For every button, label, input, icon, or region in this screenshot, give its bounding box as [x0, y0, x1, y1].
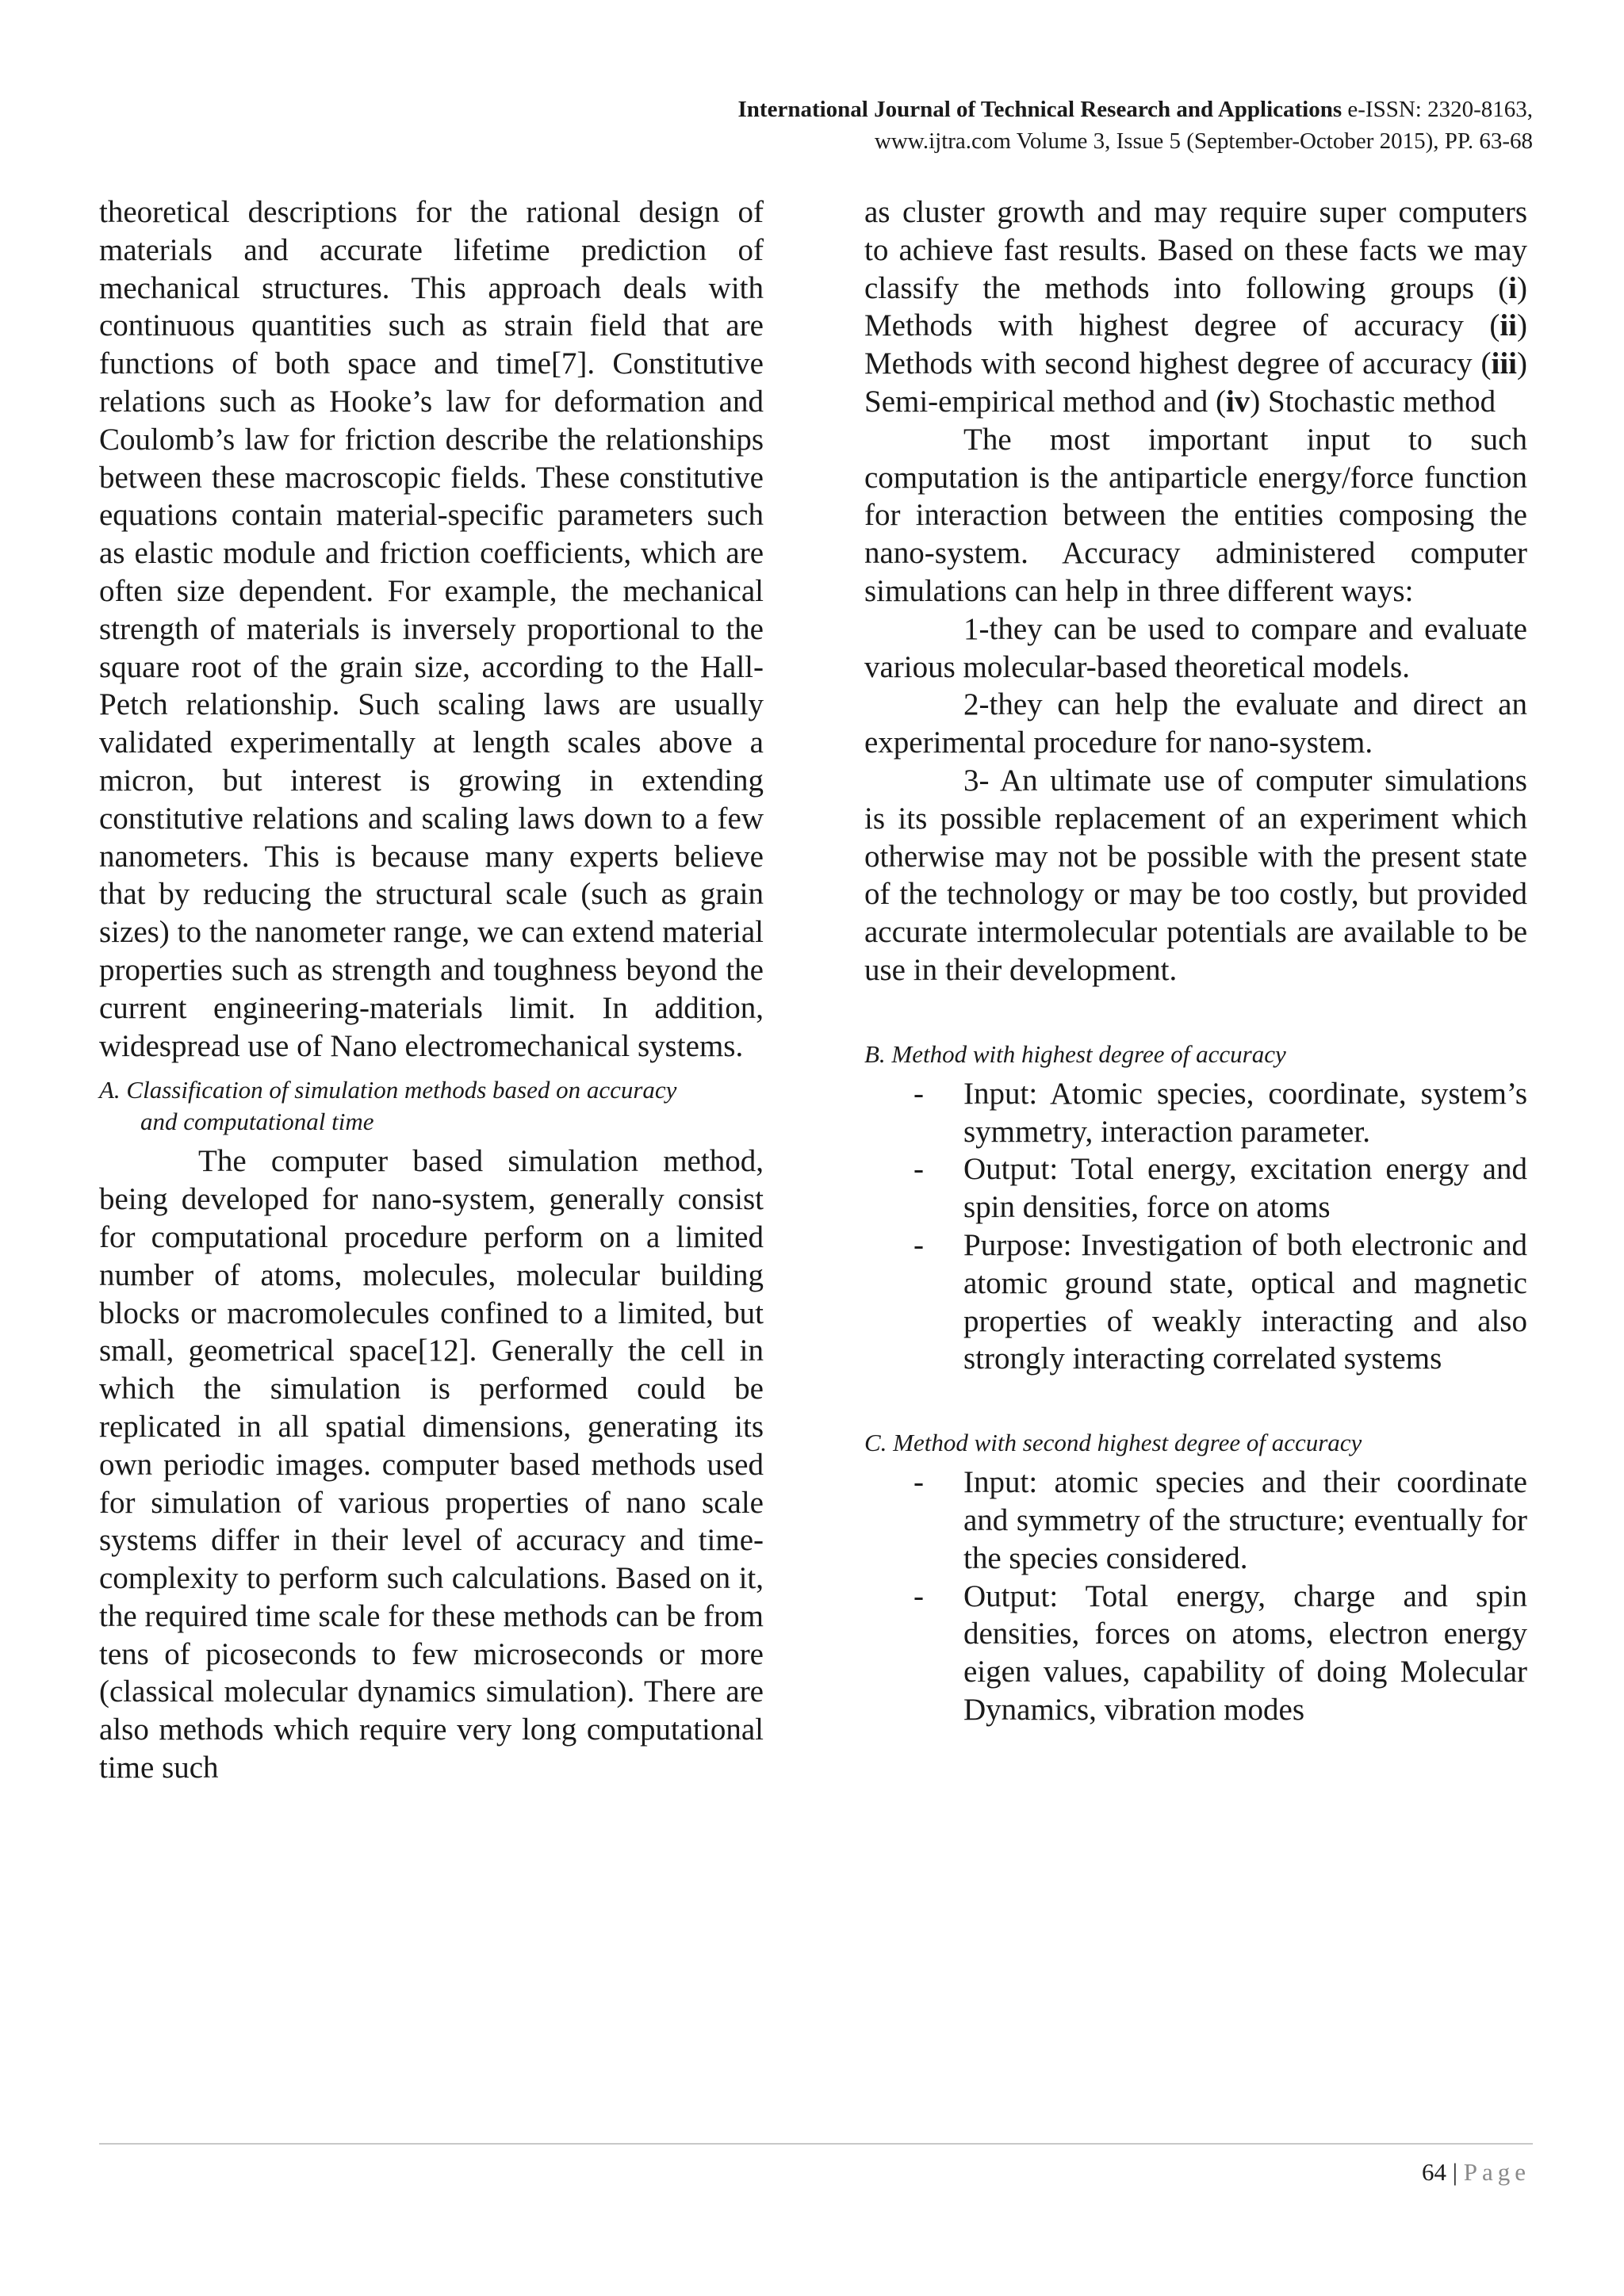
page-footer [1422, 2156, 1530, 2188]
page-number: 64 [1422, 2158, 1447, 2186]
right-paragraph-1 [864, 193, 1527, 421]
page-label: Page [1463, 2158, 1530, 2186]
ways-item-2: 2-they can help the evaluate and direct an experimental procedure for nano-system. [864, 687, 1527, 760]
right-column [864, 193, 1527, 1729]
bullet-text: Input: Atomic species, coordinate, system’s symmetry, interaction parameter. [963, 1076, 1527, 1149]
group-i: i [1508, 270, 1517, 305]
ways-item-3: 3- An ultimate use of computer simulations is its possible replacement of an experiment which otherwise may not be possible with the present state of the technology or may be too costly, but provided accurate intermolecular potentials are available to be use in their development. [864, 763, 1527, 987]
text-run: ) Methods with second highest degree of accuracy ( [864, 308, 1527, 381]
section-b-heading: B. Method with highest degree of accuracy [864, 1039, 1286, 1068]
bullet-item [864, 1150, 1527, 1226]
bullet-item [864, 1226, 1527, 1378]
bullet-text: Output: Total energy, charge and spin densities, forces on atoms, electron energy eigen values, capability of doing Molecular Dynamics, vibration modes [963, 1578, 1527, 1727]
section-a-heading [99, 1074, 764, 1138]
bullet-item [864, 1578, 1527, 1729]
bullet-item [864, 1075, 1527, 1151]
journal-issn: e-ISSN: 2320-8163, [1342, 97, 1533, 122]
dash-icon: - [914, 1152, 924, 1187]
bullet-item [864, 1464, 1527, 1577]
right-paragraph-2: The most important input to such computation is the antiparticle energy/force function for interaction between the entities composing the nano-system. Accuracy administered computer simulations can help in three different ways: [864, 422, 1527, 608]
page-header [738, 94, 1533, 157]
group-ii: ii [1500, 308, 1517, 343]
group-iii: iii [1491, 346, 1517, 381]
page-separator: | [1446, 2158, 1464, 2186]
bullet-text: Purpose: Investigation of both electronic and atomic ground state, optical and magnetic properties of weakly interacting and also strongly interacting correlated systems [963, 1227, 1527, 1376]
left-column [99, 193, 764, 1787]
text-run: ) Methods with highest degree of accuracy ( [864, 270, 1527, 343]
dash-icon: - [914, 1465, 924, 1500]
dash-icon: - [914, 1076, 924, 1111]
text-run: ) Semi-empirical method and ( [864, 346, 1527, 419]
header-line-1 [738, 94, 1533, 125]
left-paragraph-1: theoretical descriptions for the rational design of materials and accurate lifetime prediction of mechanical structures. This approach deals with continuous quantities such as strain field that are functions of both space and time[7]. Constitutive relations such as Hooke’s law for deformation and Coulomb’s law for friction describe the relationships between these macroscopic fields. These constitutive equations contain material-specific parameters such as elastic module and friction coefficients, which are often size dependent. For example, the mechanical strength of materials is inversely proportional to the square root of the grain size, according to the Hall-Petch relationship. Such scaling laws are usually validated experimentally at length scales above a micron, but interest is growing in extending constitutive relations and scaling laws down to a few nanometers. This is because many experts believe that by reducing the structural scale (such as grain sizes) to the nanometer range, we can extend material properties such as strength and toughness beyond the current engineering-materials limit. In addition, widespread use of Nano electromechanical systems. [99, 195, 764, 1063]
header-line-2: www.ijtra.com Volume 3, Issue 5 (September-October 2015), PP. 63-68 [874, 128, 1533, 154]
bullet-text: Input: atomic species and their coordinate and symmetry of the structure; eventually for the species considered. [963, 1465, 1527, 1575]
ways-item-1: 1-they can be used to compare and evaluate various molecular-based theoretical models. [864, 611, 1527, 684]
journal-name: International Journal of Technical Research and Applications [737, 97, 1342, 122]
section-a-heading-line-1: A. Classification of simulation methods based on accuracy [99, 1076, 677, 1104]
dash-icon: - [914, 1578, 924, 1613]
section-c-heading: C. Method with second highest degree of accuracy [864, 1429, 1362, 1457]
text-run: as cluster growth and may require super computers to achieve fast results. Based on these facts we may classify the methods into following groups ( [864, 195, 1527, 305]
group-iv: iv [1225, 384, 1251, 419]
section-a-heading-line-2: and computational time [140, 1108, 374, 1136]
text-run: ) Stochastic method [1250, 384, 1496, 419]
footer-divider [99, 2143, 1533, 2145]
left-paragraph-2: The computer based simulation method, being developed for nano-system, generally consist for computational procedure perform on a limited number of atoms, molecules, molecular building blocks or macromolecules confined to a limited, but small, geometrical space[12]. Generally the cell in which the simulation is performed could be replicated in all spatial dimensions, generating its own periodic images. computer based methods used for simulation of various properties of nano scale systems differ in their level of accuracy and time-complexity to perform such calculations. Based on it, the required time scale for these methods can be from tens of picoseconds to few microseconds or more (classical molecular dynamics simulation). There are also methods which require very long computational time such [99, 1144, 764, 1785]
bullet-text: Output: Total energy, excitation energy and spin densities, force on atoms [963, 1152, 1527, 1225]
dash-icon: - [914, 1227, 924, 1262]
